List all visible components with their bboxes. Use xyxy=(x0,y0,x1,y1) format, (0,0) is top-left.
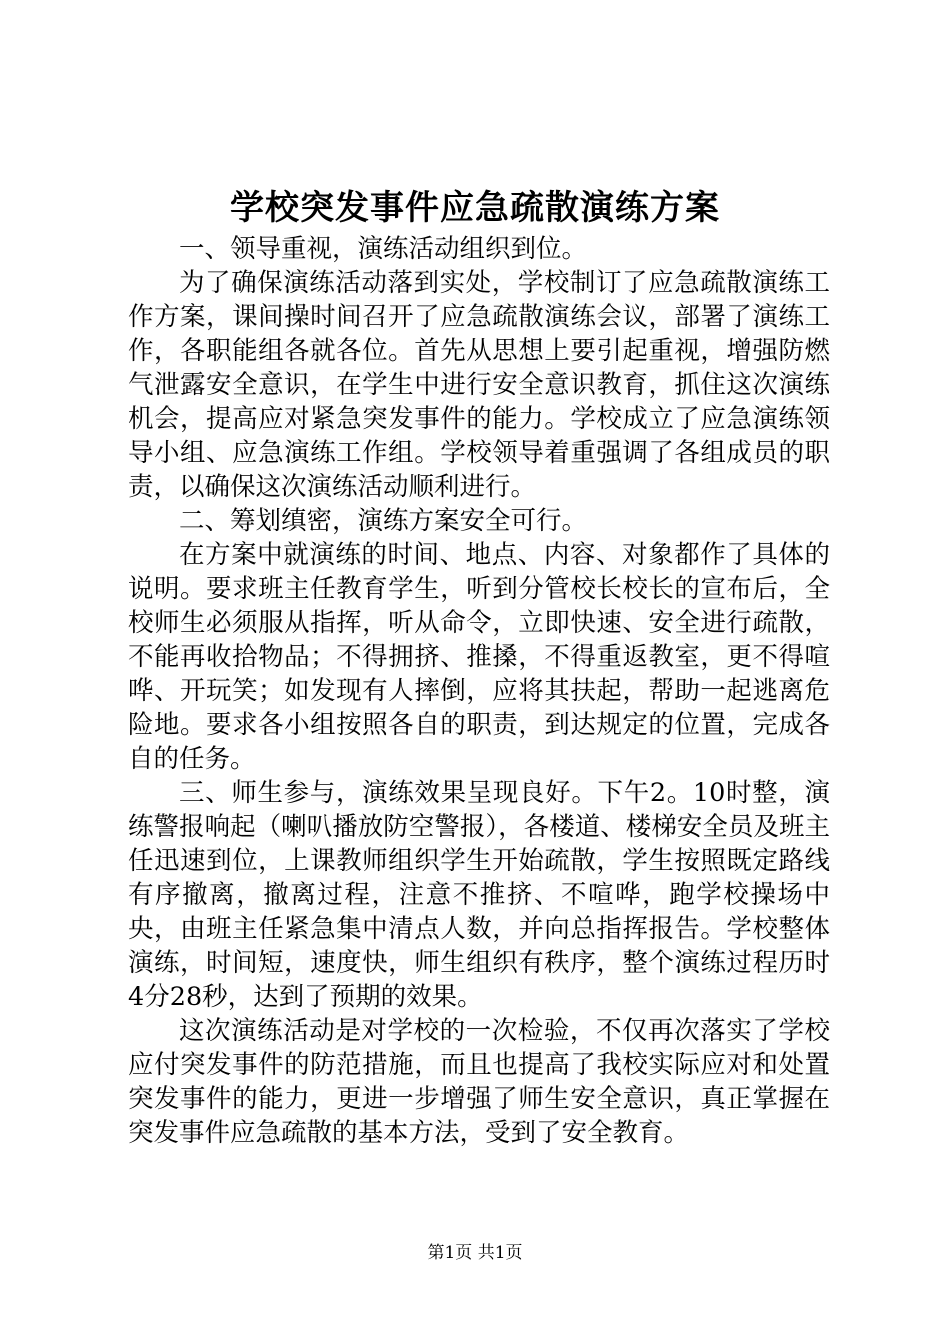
paragraph-3: 三、师生参与，演练效果呈现良好。下午2。10时整，演练警报响起（喇叭播放防空警报），各楼道、楼梯安全员及班主任迅速到位，上课教师组织学生开始疏散，学生按照既定路线有序撤离，撤离过程，注意不推挤、不喧哗，跑学校操场中央，由班主任紧急集中清点人数，并向总指挥报告。学校整体演练，时间短，速度快，师生组织有秩序，整个演练过程历时4分28秒，达到了预期的效果。 xyxy=(128,778,830,1012)
section-heading-2: 二、筹划缜密，演练方案安全可行。 xyxy=(179,506,588,536)
page-footer: 第1页 共1页 xyxy=(427,1243,523,1263)
section-heading-1: 一、领导重视，演练活动组织到位。 xyxy=(179,234,588,264)
document-body xyxy=(128,232,830,1150)
paragraph-1: 为了确保演练活动落到实处，学校制订了应急疏散演练工作方案，课间操时间召开了应急疏散演练会议，部署了演练工作，各职能组各就各位。首先从思想上要引起重视，增强防燃气泄露安全意识，在学生中进行安全意识教育，抓住这次演练机会，提高应对紧急突发事件的能力。学校成立了应急演练领导小组、应急演练工作组。学校领导着重强调了各组成员的职责，以确保这次演练活动顺利进行。 xyxy=(128,268,830,502)
paragraph-2: 在方案中就演练的时间、地点、内容、对象都作了具体的说明。要求班主任教育学生，听到分管校长校长的宣布后，全校师生必须服从指挥，听从命令，立即快速、安全进行疏散，不能再收拾物品；不得拥挤、推搡，不得重返教室，更不得喧哗、开玩笑；如发现有人摔倒，应将其扶起，帮助一起逃离危险地。要求各小组按照各自的职责，到达规定的位置，完成各自的任务。 xyxy=(128,540,830,774)
document-title: 学校突发事件应急疏散演练方案 xyxy=(230,188,720,228)
paragraph-4: 这次演练活动是对学校的一次检验，不仅再次落实了学校应付突发事件的防范措施，而且也提高了我校实际应对和处置突发事件的能力，更进一步增强了师生安全意识，真正掌握在突发事件应急疏散的基本方法，受到了安全教育。 xyxy=(128,1016,830,1148)
